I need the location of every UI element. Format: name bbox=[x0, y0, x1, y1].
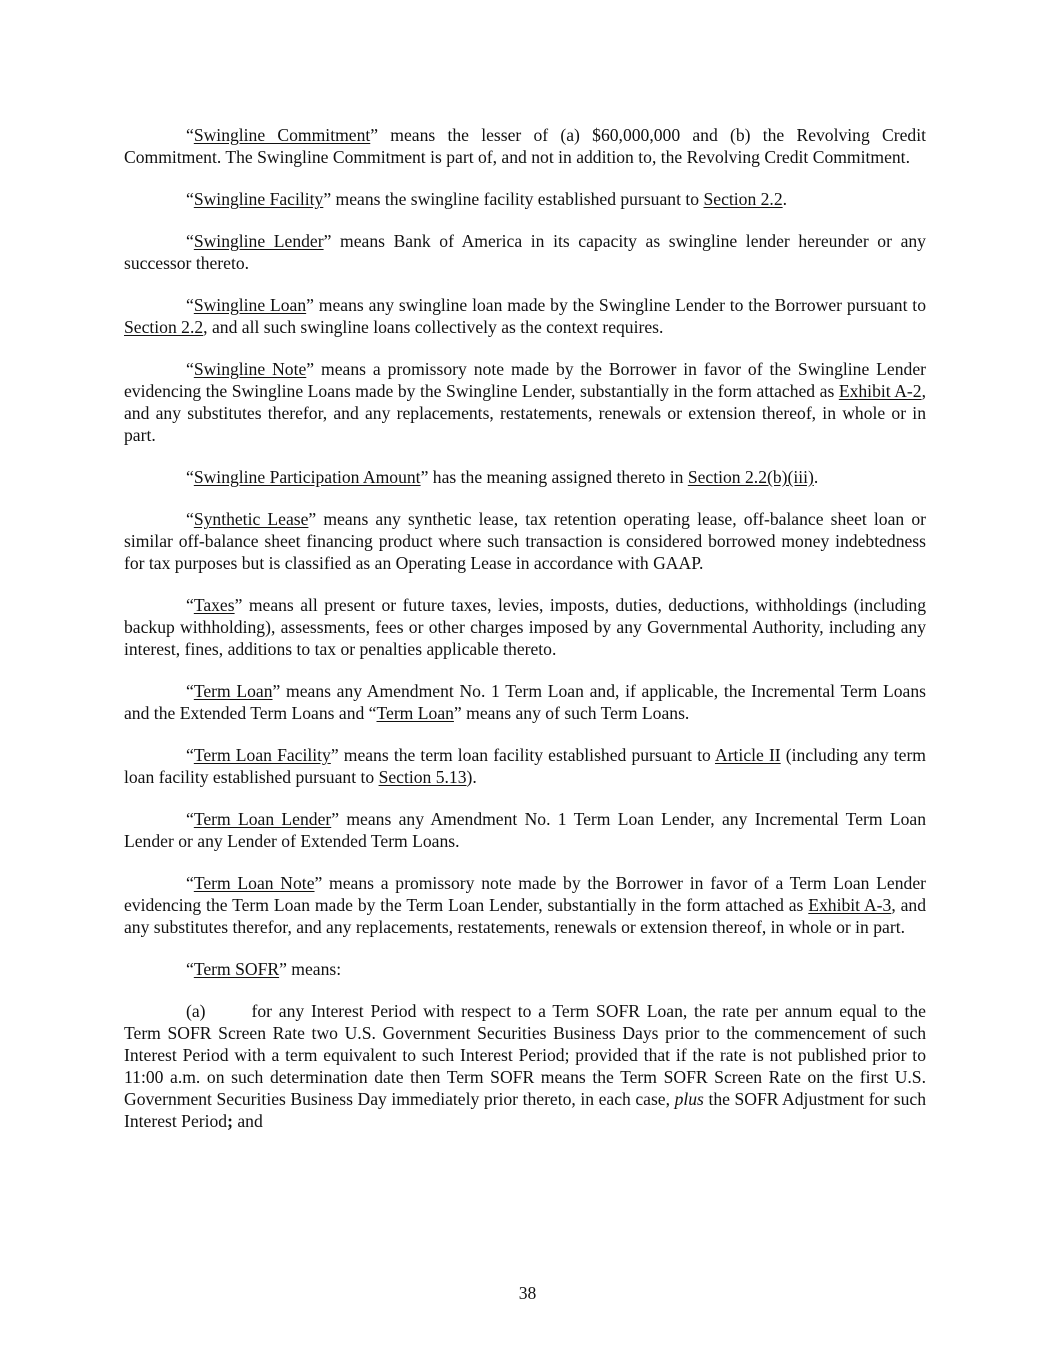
text-run: “ bbox=[186, 745, 194, 765]
text-run: “ bbox=[186, 295, 194, 315]
text-run: ” means any Amendment No. 1 Term Loan Lender, any Incremental Term Loan Lender or any Lender of Extended Term Loans. bbox=[124, 809, 926, 851]
text-run: “ bbox=[186, 595, 194, 615]
bold-text: ; bbox=[227, 1111, 233, 1131]
underlined-term: Section 2.2(b)(iii) bbox=[687, 467, 814, 487]
text-run: ” has the meaning assigned thereto in bbox=[420, 467, 688, 487]
text-run: (a) bbox=[186, 1001, 206, 1021]
text-run: ” means any swingline loan made by the Swingline Lender to the Borrower pursuant to bbox=[306, 295, 926, 315]
underlined-term: Exhibit A-2 bbox=[838, 381, 922, 401]
definition-term-loan-note bbox=[124, 872, 926, 938]
text-run: “ bbox=[186, 467, 194, 487]
text-run: ” means any Amendment No. 1 Term Loan and, if applicable, the Incremental Term Loans and the Extended Term Loans and “ bbox=[124, 681, 926, 723]
text-run: , and any substitutes therefor, and any replacements, restatements, renewals or extension thereof, in whole or in part. bbox=[124, 895, 926, 937]
definition-term-loan-lender bbox=[124, 808, 926, 852]
text-run: ” means: bbox=[279, 959, 342, 979]
underlined-term: Term Loan Facility bbox=[193, 745, 331, 765]
page-number: 38 bbox=[518, 1283, 537, 1303]
text-run: “ bbox=[186, 189, 194, 209]
underlined-term: Exhibit A-3 bbox=[808, 895, 892, 915]
italic-text: plus bbox=[674, 1089, 704, 1109]
text-run: , and any substitutes therefor, and any replacements, restatements, renewals or extension thereof, in whole or in part. bbox=[124, 381, 926, 445]
definition-swingline-commitment bbox=[124, 124, 926, 168]
underlined-term: Swingline Lender bbox=[193, 231, 324, 251]
text-run: ” means all present or future taxes, levies, imposts, duties, deductions, withholdings (including backup withholding), assessments, fees or other charges imposed by any Governmental Authority, including any interest, fines, additions to tax or penalties applicable thereto. bbox=[124, 595, 926, 659]
underlined-term: Article II bbox=[714, 745, 781, 765]
text-run: ” means the term loan facility established pursuant to bbox=[330, 745, 715, 765]
underlined-term: Synthetic Lease bbox=[193, 509, 309, 529]
text-run: “ bbox=[186, 681, 194, 701]
underlined-term: Section 5.13 bbox=[378, 767, 467, 787]
text-run: ” means any synthetic lease, tax retention operating lease, off-balance sheet loan or similar off-balance sheet financing product where such transaction is considered borrowed money indebtedness for tax purposes but is classified as an Operating Lease in accordance with GAAP. bbox=[124, 509, 926, 573]
underlined-term: Swingline Loan bbox=[193, 295, 307, 315]
text-run: for any Interest Period with respect to a Term SOFR Loan, the rate per annum equal to the Term SOFR Screen Rate two U.S. Government Securities Business Days prior to the commencement of such Interest Period with a term equivalent to such Interest Period; provided that if the rate is not published prior to 11:00 a.m. on such determination date then Term SOFR means the Term SOFR Screen Rate on the first U.S. Government Securities Business Day immediately prior thereto, in each case, bbox=[124, 1001, 926, 1109]
underlined-term: Term Loan bbox=[376, 703, 454, 723]
text-run: “ bbox=[186, 359, 194, 379]
term-sofr-clause-a bbox=[124, 1000, 926, 1132]
definition-term-sofr bbox=[124, 958, 926, 980]
underlined-term: Term Loan Lender bbox=[193, 809, 332, 829]
underlined-term: Swingline Note bbox=[193, 359, 307, 379]
underlined-term: Swingline Commitment bbox=[193, 125, 371, 145]
document-body bbox=[124, 124, 926, 1152]
definition-swingline-note bbox=[124, 358, 926, 446]
underlined-term: Term Loan bbox=[193, 681, 273, 701]
text-run: ” means a promissory note made by the Borrower in favor of the Swingline Lender evidencing the Swingline Loans made by the Swingline Lender, substantially in the form attached as bbox=[124, 359, 927, 401]
underlined-term: Term SOFR bbox=[193, 959, 280, 979]
underlined-term: Term Loan Note bbox=[193, 873, 315, 893]
text-run: the SOFR Adjustment for such Interest Period bbox=[124, 1089, 926, 1131]
text-run: . bbox=[813, 467, 819, 487]
underlined-term: Taxes bbox=[193, 595, 235, 615]
text-run: and bbox=[232, 1111, 263, 1131]
text-run: (including any term loan facility established pursuant to bbox=[124, 745, 926, 787]
text-run: “ bbox=[186, 125, 194, 145]
definition-taxes bbox=[124, 594, 926, 660]
underlined-term: Section 2.2 bbox=[703, 189, 783, 209]
text-run: ” means Bank of America in its capacity as swingline lender hereunder or any successor thereto. bbox=[124, 231, 926, 273]
definition-swingline-participation-amount bbox=[124, 466, 926, 488]
text-run: ” means any of such Term Loans. bbox=[453, 703, 690, 723]
text-run: “ bbox=[186, 509, 194, 529]
definition-term-loan-facility bbox=[124, 744, 926, 788]
text-run: “ bbox=[186, 873, 194, 893]
definition-swingline-loan bbox=[124, 294, 926, 338]
definition-synthetic-lease bbox=[124, 508, 926, 574]
text-run: ” means a promissory note made by the Borrower in favor of a Term Loan Lender evidencing the Term Loan made by the Term Loan Lender, substantially in the form attached as bbox=[124, 873, 926, 915]
underlined-term: Swingline Participation Amount bbox=[193, 467, 421, 487]
text-run: , and all such swingline loans collectively as the context requires. bbox=[203, 317, 664, 337]
text-run: ” means the swingline facility established pursuant to bbox=[323, 189, 704, 209]
text-run: ). bbox=[466, 767, 477, 787]
underlined-term: Section 2.2 bbox=[124, 317, 204, 337]
text-run: . bbox=[782, 189, 788, 209]
definition-term-loan bbox=[124, 680, 926, 724]
definition-swingline-facility bbox=[124, 188, 926, 210]
underlined-term: Swingline Facility bbox=[193, 189, 324, 209]
text-run: ” means the lesser of (a) $60,000,000 and (b) the Revolving Credit Commitment. The Swingline Commitment is part of, and not in addition to, the Revolving Credit Commitment. bbox=[124, 125, 926, 167]
text-run: “ bbox=[186, 959, 194, 979]
text-run: “ bbox=[186, 809, 194, 829]
definition-swingline-lender bbox=[124, 230, 926, 274]
text-run: “ bbox=[186, 231, 194, 251]
